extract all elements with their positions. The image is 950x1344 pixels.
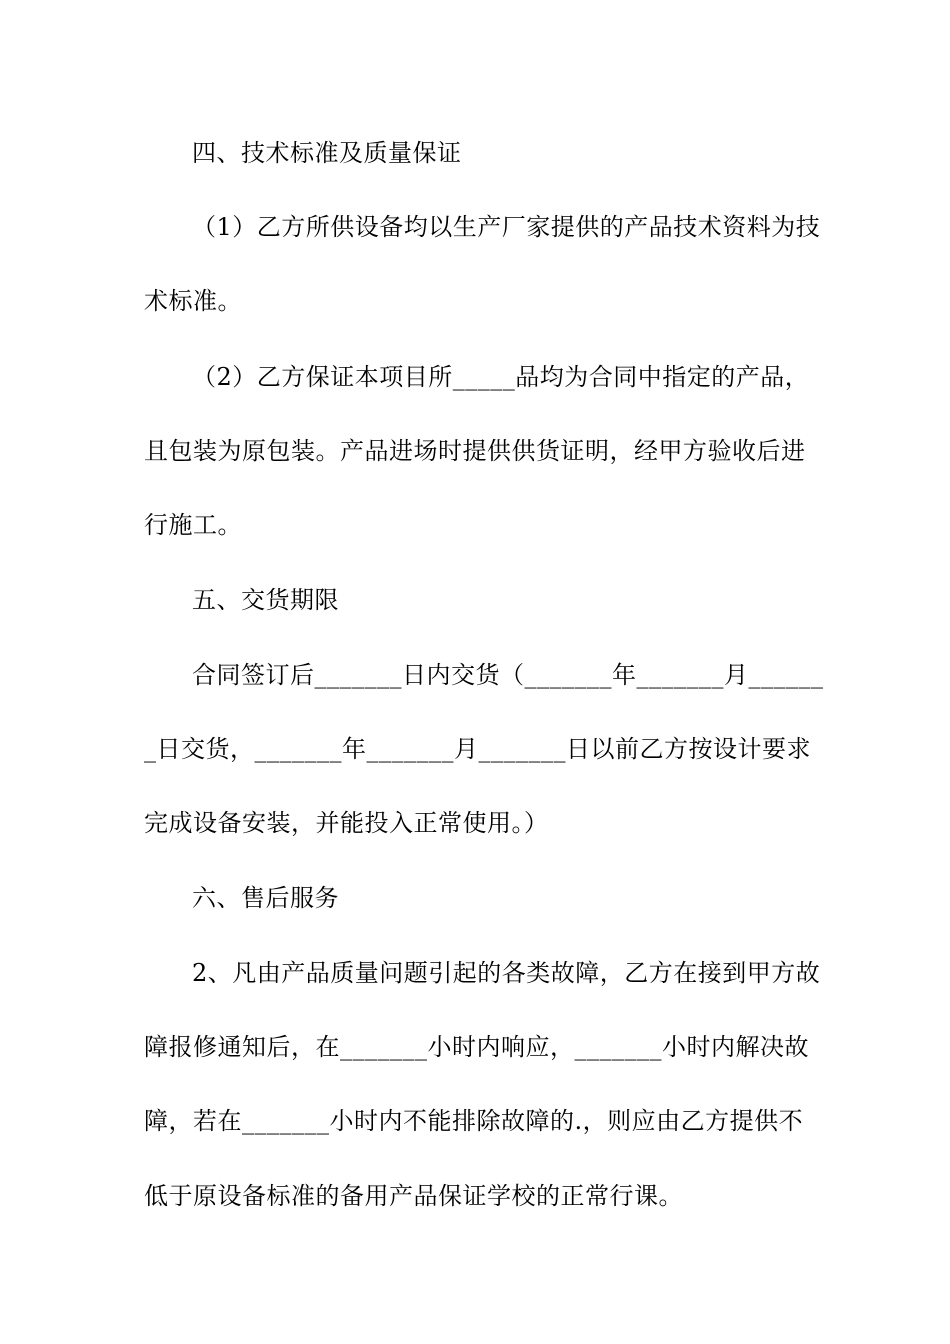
paragraph-line: 障报修通知后，在_______小时内响应，_______小时内解决故 xyxy=(144,1033,809,1061)
section-heading-technical-standards: 四、技术标准及质量保证 xyxy=(192,139,462,167)
paragraph-line: 且包装为原包装。产品进场时提供供货证明，经甲方验收后进 xyxy=(144,437,806,465)
paragraph-line: 合同签订后_______日内交货（_______年_______月______ xyxy=(192,661,824,689)
paragraph-line: （1）乙方所供设备均以生产厂家提供的产品技术资料为技 xyxy=(192,213,821,241)
paragraph-line: 完成设备安装，并能投入正常使用。） xyxy=(144,809,549,837)
paragraph-line: 术标准。 xyxy=(144,287,242,315)
paragraph-line: 障，若在_______小时内不能排除故障的.，则应由乙方提供不 xyxy=(144,1107,804,1135)
paragraph-line: （2）乙方保证本项目所_____品均为合同中指定的产品， xyxy=(192,363,810,391)
section-heading-delivery-period: 五、交货期限 xyxy=(192,586,339,614)
paragraph-line: _日交货，_______年_______月_______日以前乙方按设计要求 xyxy=(144,735,811,763)
section-heading-after-sales-service: 六、售后服务 xyxy=(192,884,339,912)
paragraph-line: 低于原设备标准的备用产品保证学校的正常行课。 xyxy=(144,1182,683,1210)
paragraph-line: 行施工。 xyxy=(144,511,242,539)
paragraph-line: 2、凡由产品质量问题引起的各类故障，乙方在接到甲方故 xyxy=(192,959,821,987)
